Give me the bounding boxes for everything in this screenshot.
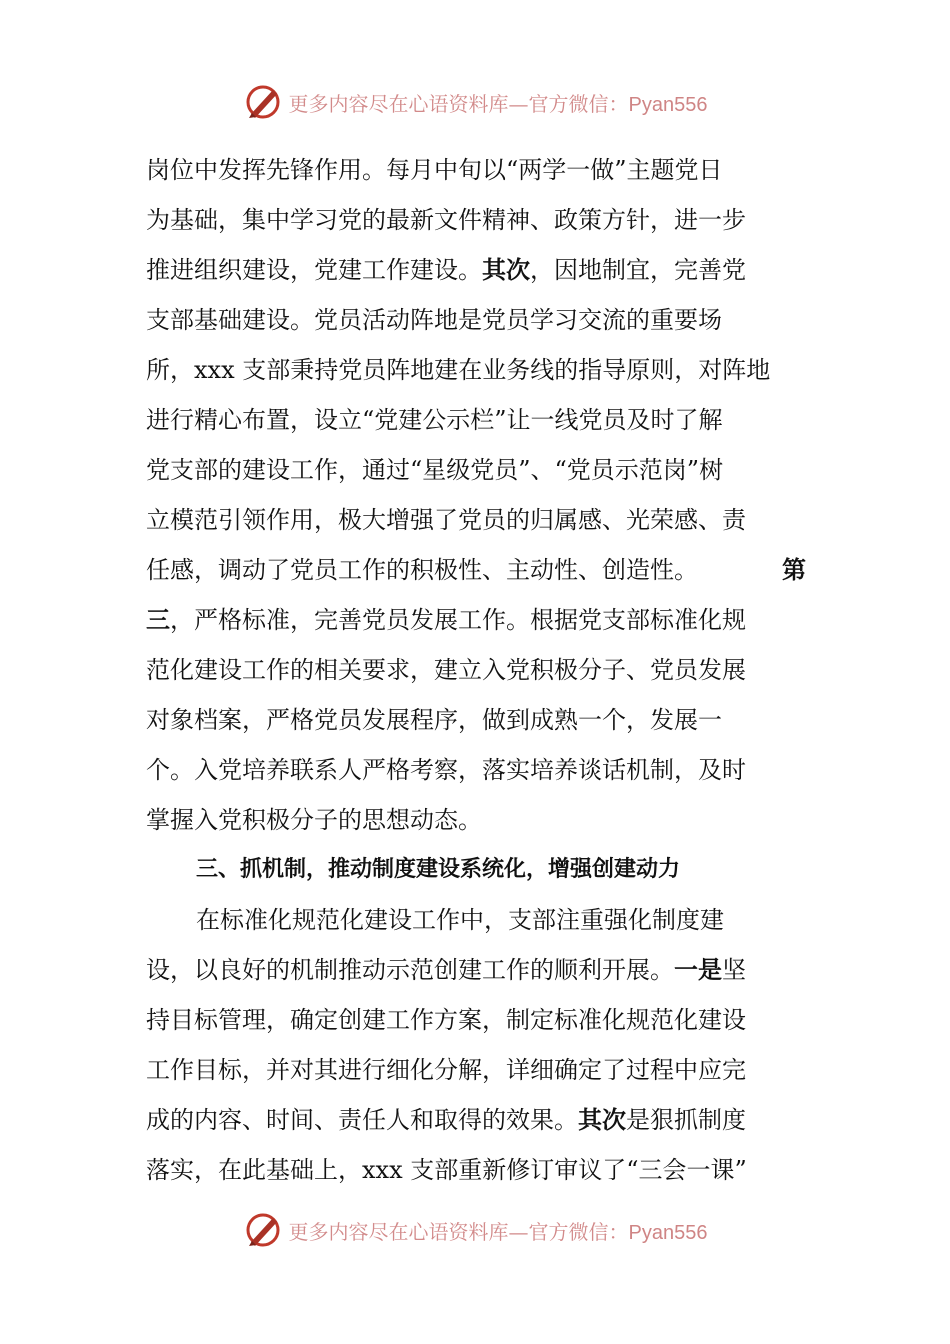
text-line: 对象档案，严格党员发展程序，做到成熟一个，发展一	[146, 706, 722, 734]
text-line: 为基础，集中学习党的最新文件精神、政策方针，进一步	[146, 206, 746, 234]
text-line: 范化建设工作的相关要求，建立入党积极分子、党员发展	[146, 656, 746, 684]
bold-keyword: 一是	[674, 956, 722, 984]
text-line: 设，以良好的机制推动示范创建工作的顺利开展。一是坚	[146, 956, 746, 984]
bold-keyword: 三	[146, 606, 170, 634]
text-line: 党支部的建设工作，通过“星级党员”、“党员示范岗”树	[146, 456, 724, 484]
section-heading: 三、抓机制，推动制度建设系统化，增强创建动力	[196, 857, 681, 882]
wechat-id: Pyan556	[628, 1221, 708, 1244]
document-body	[146, 145, 806, 1195]
text-line: 落实，在此基础上，xxx 支部重新修订审议了“三会一课”	[146, 1156, 747, 1184]
text-line: 岗位中发挥先锋作用。每月中旬以“两学一做”主题党日	[146, 156, 723, 184]
banner-text: 更多内容尽在心语资料库—官方微信：Pyan556	[288, 91, 708, 116]
pen-logo-icon	[243, 82, 283, 122]
text-line: 三，严格标准，完善党员发展工作。根据党支部标准化规	[146, 606, 746, 634]
pen-logo-icon	[243, 1210, 283, 1250]
text-line: 个。入党培养联系人严格考察，落实培养谈话机制，及时	[146, 756, 746, 784]
paragraph-1	[146, 145, 806, 845]
text-line: 所，xxx 支部秉持党员阵地建在业务线的指导原则，对阵地	[146, 356, 771, 384]
bold-keyword: 其次	[578, 1106, 626, 1134]
wechat-id: Pyan556	[628, 93, 708, 116]
text-line: 支部基础建设。党员活动阵地是党员学习交流的重要场	[146, 306, 722, 334]
header-banner	[0, 80, 950, 124]
text-line: 推进组织建设，党建工作建设。其次，因地制宜，完善党	[146, 256, 746, 284]
text-line: 任感，调动了党员工作的积极性、主动性、创造性。 第	[146, 545, 806, 595]
text-line: 进行精心布置，设立“党建公示栏”让一线党员及时了解	[146, 406, 723, 434]
bold-keyword: 其次	[482, 256, 530, 284]
text-line: 持目标管理，确定创建工作方案，制定标准化规范化建设	[146, 1006, 746, 1034]
text-line: 掌握入党积极分子的思想动态。	[146, 806, 482, 834]
text-line: 立模范引领作用，极大增强了党员的归属感、光荣感、责	[146, 506, 746, 534]
bold-keyword: 第	[782, 556, 806, 584]
paragraph-2	[146, 895, 806, 1195]
text-line: 成的内容、时间、责任人和取得的效果。其次是狠抓制度	[146, 1106, 746, 1134]
banner-text: 更多内容尽在心语资料库—官方微信：Pyan556	[288, 1219, 708, 1244]
footer-banner	[0, 1208, 950, 1252]
text-line: 工作目标，并对其进行细化分解，详细确定了过程中应完	[146, 1056, 746, 1084]
text-line: 在标准化规范化建设工作中，支部注重强化制度建	[196, 906, 724, 934]
